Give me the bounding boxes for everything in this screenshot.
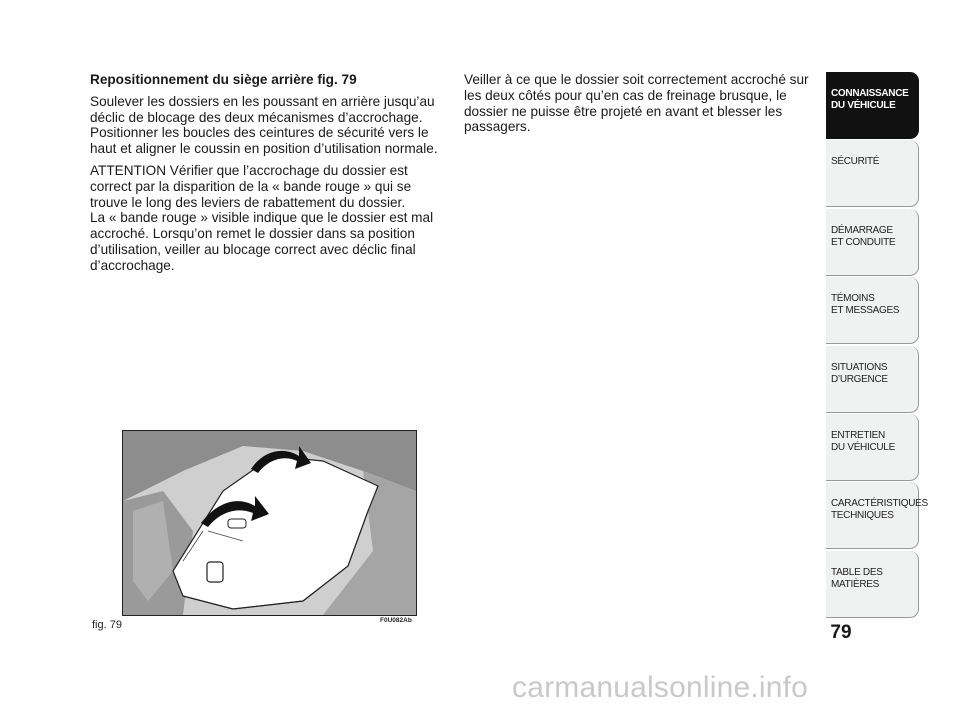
left-text-column [90,72,442,280]
paragraph: Veiller à ce que le dossier soit correctement accroché sur les deux côtés pour qu’en cas de freinage brusque, le dossier ne puisse être projeté en avant et blesser les passagers. [464,72,809,135]
tab-temoins-et-messages[interactable]: TÉMOINS ET MESSAGES [826,277,919,344]
page-number: 79 [830,622,852,643]
tab-table-des-matieres[interactable]: TABLE DES MATIÈRES [826,551,919,618]
rear-seat-illustration [123,431,416,615]
figure-caption: fig. 79 [92,619,122,631]
tab-caracteristiques-techniques[interactable]: CARACTÉRISTIQUES TECHNIQUES [826,482,919,549]
tab-securite[interactable]: SÉCURITÉ [826,140,919,207]
paragraph: La « bande rouge » visible indique que le dossier est mal accroché. Lorsqu’on remet le dossier dans sa position d’utilisation, veiller au blocage correct avec déclic final d’accrochage. [90,210,434,273]
tab-demarrage-et-conduite[interactable]: DÉMARRAGE ET CONDUITE [826,209,919,276]
watermark: carmanualsonline.info [512,671,809,704]
right-text-column [464,72,809,141]
tab-situations-d-urgence[interactable]: SITUATIONS D’URGENCE [826,346,919,413]
warning-paragraph: ATTENTION Vérifier que l’accrochage du dossier est correct par la disparition de la « bande rouge » qui se trouve le long des leviers de rabattement du dossier. [90,162,412,210]
tab-connaissance-du-vehicule[interactable]: CONNAISSANCE DU VÉHICULE [826,72,919,139]
figure-illustration [122,430,417,616]
chapter-tab-navigation [826,72,928,619]
section-heading: Repositionnement du siège arrière fig. 79 [90,72,357,87]
paragraph: Soulever les dossiers en les poussant en arrière jusqu’au déclic de blocage des deux mécanismes d’accrochage. Positionner les boucles des ceintures de sécurité vers le haut et aligner le coussin en position d’utilisation normale. [90,93,438,157]
tab-entretien-du-vehicule[interactable]: ENTRETIEN DU VÉHICULE [826,414,919,481]
figure-code: F0U082Ab [380,617,412,624]
